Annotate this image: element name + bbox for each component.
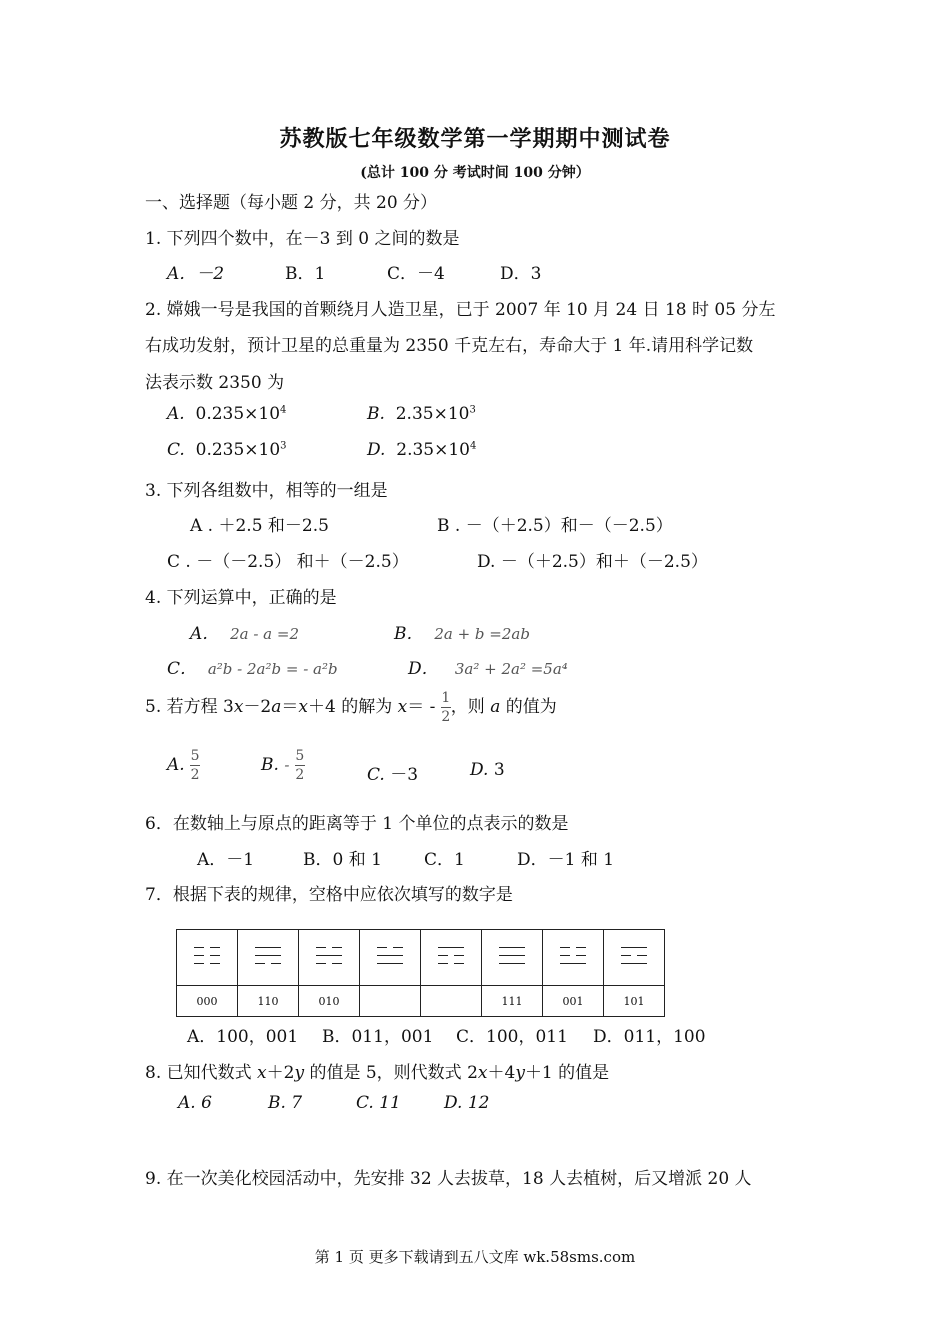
code-cell: 010	[299, 986, 360, 1017]
q7-option-c: C．100，011	[456, 1027, 568, 1047]
trigram-cell	[421, 930, 482, 986]
q9-stem-line1: 9. 在一次美化校园活动中，先安排 32 人去拔草，18 人去植树，后又增派 20 人	[145, 1169, 752, 1189]
q4-option-a: A． 2a - a =2	[190, 624, 300, 644]
q4-option-b: B． 2a + b =2ab	[394, 624, 530, 644]
q2-stem-line2: 右成功发射，预计卫星的总重量为 2350 千克左右，寿命大于 1 年.请用科学记数	[145, 336, 754, 356]
q2-option-b: B. $2.35\times 10^3$	[367, 404, 476, 424]
pattern-table	[176, 929, 665, 1017]
q3-option-a: A . ＋2.5 和－2.5	[190, 516, 329, 536]
q1-option-d: D．3	[500, 264, 542, 284]
trigram-cell	[604, 930, 665, 986]
q5-option-c: C. －3	[367, 765, 419, 785]
q2-stem-line1: 2. 嫦娥一号是我国的首颗绕月人造卫星，已于 2007 年 10 月 24 日 18 时 05 分左	[145, 300, 776, 320]
q8-option-b: B. 7	[268, 1093, 303, 1113]
q8-option-c: C. 11	[356, 1093, 401, 1113]
q5-option-a: A. $\frac{5}{2}$	[167, 748, 200, 783]
trigram-cell	[482, 930, 543, 986]
q1-option-b: B．1	[285, 264, 326, 284]
q7-stem: 7．根据下表的规律，空格中应依次填写的数字是	[145, 885, 513, 905]
q5-stem: 5. 若方程 3x－2a＝x＋4 的解为 x＝ - $\frac{1}{2}$ ，则 a 的值为	[145, 690, 557, 725]
code-cell-blank	[421, 986, 482, 1017]
q7-option-d: D．011，100	[593, 1027, 706, 1047]
q3-option-d: D. －（＋2.5）和＋（－2.5）	[477, 552, 708, 572]
q2-option-a: A. $0.235\times 10^4$	[167, 404, 287, 424]
q7-option-a: A．100，001	[187, 1027, 299, 1047]
q6-option-d: D．－1 和 1	[517, 850, 615, 870]
q5-option-d: D. 3	[470, 760, 505, 780]
q6-option-c: C．1	[424, 850, 465, 870]
trigram-cell	[238, 930, 299, 986]
code-cell: 001	[543, 986, 604, 1017]
q1-option-c: C．－4	[387, 264, 445, 284]
code-cell-blank	[360, 986, 421, 1017]
fraction: $\frac{1}{2}$	[441, 690, 451, 725]
section-heading: 一、选择题（每小题 2 分，共 20 分）	[145, 193, 438, 213]
q6-option-a: A．－1	[197, 850, 255, 870]
q3-option-b: B . －（＋2.5）和－（－2.5）	[437, 516, 673, 536]
code-cell: 000	[177, 986, 238, 1017]
q4-option-d: D． 3a² + 2a² =5a⁴	[408, 659, 568, 679]
trigram-cell	[360, 930, 421, 986]
q2-option-c: C. $0.235\times 10^3$	[167, 440, 287, 460]
q4-stem: 4. 下列运算中，正确的是	[145, 588, 337, 608]
q8-option-a: A. 6	[178, 1093, 212, 1113]
q1-option-a: A．－2	[167, 264, 225, 284]
q8-option-d: D. 12	[444, 1093, 490, 1113]
exam-info: (总计 100 分 考试时间 100 分钟）	[360, 165, 590, 181]
trigram-cell	[543, 930, 604, 986]
q5-option-b: B. - $\frac{5}{2}$	[261, 748, 305, 783]
q2-stem-line3: 法表示数 2350 为	[145, 373, 285, 393]
q6-option-b: B．0 和 1	[303, 850, 382, 870]
q7-option-b: B．011，001	[322, 1027, 434, 1047]
trigram-cell	[177, 930, 238, 986]
page-title: 苏教版七年级数学第一学期期中测试卷	[279, 126, 671, 152]
code-cell: 101	[604, 986, 665, 1017]
page-footer: 第 1 页 更多下载请到五八文库 wk.58sms.com	[314, 1248, 636, 1266]
q3-option-c: C . －（－2.5） 和＋（－2.5）	[167, 552, 409, 572]
q3-stem: 3. 下列各组数中，相等的一组是	[145, 481, 388, 501]
trigram-cell	[299, 930, 360, 986]
q2-option-d: D. $2.35\times 10^4$	[367, 440, 477, 460]
code-cell: 110	[238, 986, 299, 1017]
q4-option-c: C． a²b - 2a²b = - a²b	[167, 659, 338, 679]
code-cell: 111	[482, 986, 543, 1017]
q8-stem: 8. 已知代数式 x＋2y 的值是 5，则代数式 2x＋4y＋1 的值是	[145, 1063, 610, 1083]
q1-stem: 1. 下列四个数中，在－3 到 0 之间的数是	[145, 229, 460, 249]
q6-stem: 6．在数轴上与原点的距离等于 1 个单位的点表示的数是	[145, 814, 569, 834]
